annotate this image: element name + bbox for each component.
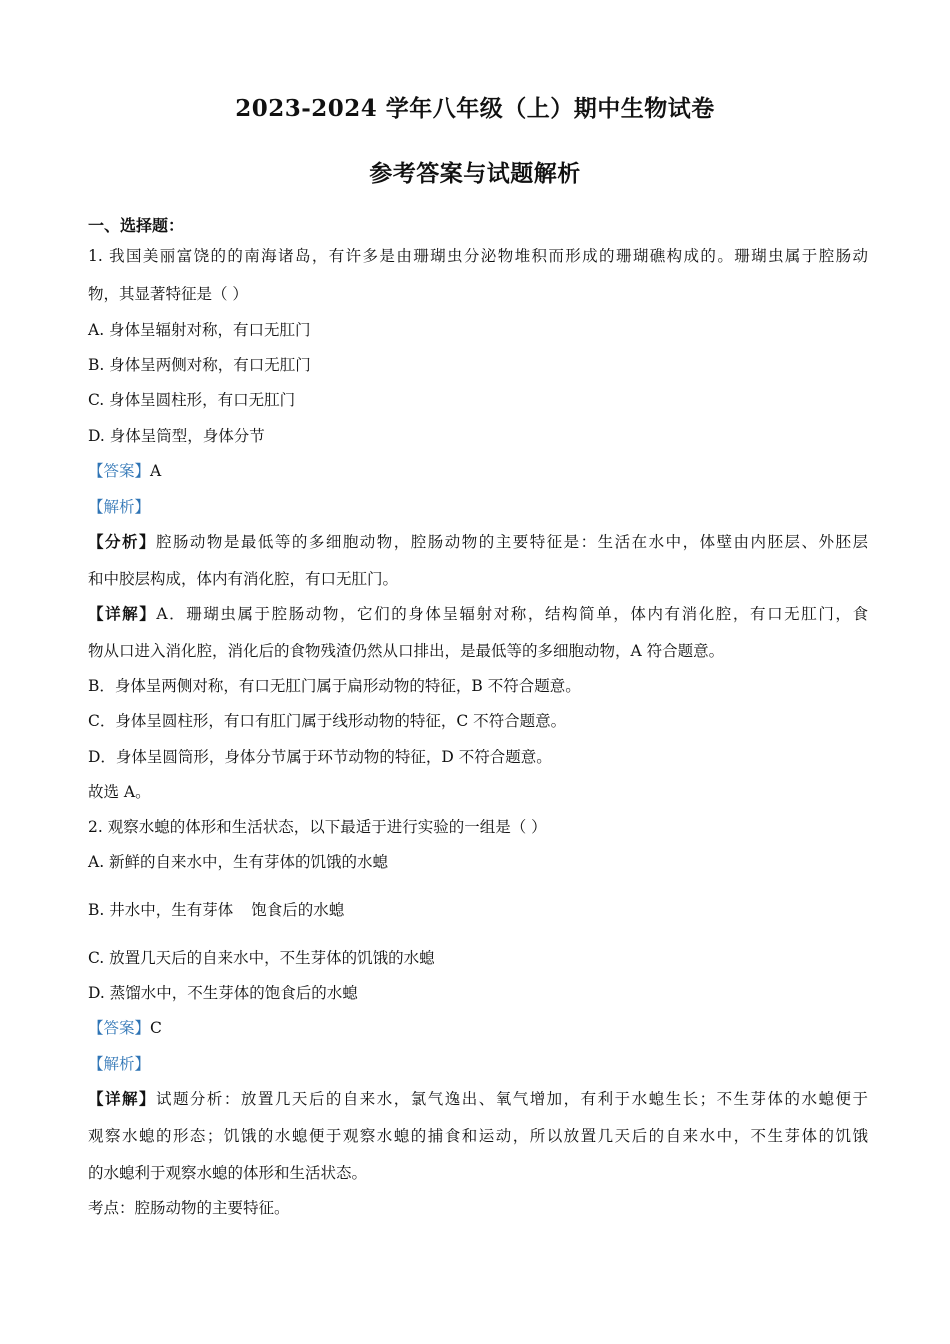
option-b-part2: 饱食后的水螅 (251, 901, 345, 919)
answer-tag: 【答案】 (88, 1019, 151, 1037)
q1-detail-b: B．身体呈两侧对称，有口无肛门属于扁形动物的特征，B 不符合题意。 (88, 677, 581, 695)
q2-detail-line3: 的水螅利于观察水螅的体形和生活状态。 (88, 1164, 368, 1182)
answer-value: A (150, 462, 162, 480)
q1-detail-d: D．身体呈圆筒形，身体分节属于环节动物的特征，D 不符合题意。 (88, 748, 552, 766)
analysis-tag: 【解析】 (88, 498, 151, 516)
q1-answer (88, 460, 868, 482)
q1-detail-line2: 物从口进入消化腔，消化后的食物残渣仍然从口排出，是最低等的多细胞动物，A 符合题意。 (88, 642, 725, 660)
q2-analysis-header (88, 1053, 868, 1075)
detail-tag: 【详解】 (88, 1089, 156, 1108)
q1-analysis-header (88, 496, 868, 518)
q2-option-b (88, 899, 868, 921)
q1-conclusion: 故选 A。 (88, 783, 151, 801)
q2-answer (88, 1017, 868, 1039)
q1-fenxi-line1 (88, 531, 868, 553)
q1-option-a: A. 身体呈辐射对称，有口无肛门 (88, 321, 311, 339)
q1-stem-line1: 1. 我国美丽富饶的的南海诸岛，有许多是由珊瑚虫分泌物堆积而形成的珊瑚礁构成的。珊瑚虫属于腔肠动 (88, 247, 868, 265)
q1-option-c: C. 身体呈圆柱形，有口无肛门 (88, 391, 296, 409)
detail-text: 试题分析：放置几天后的自来水，氯气逸出、氧气增加，有利于水螅生长；不生芽体的水螅便于 (155, 1090, 868, 1108)
q2-option-a: A. 新鲜的自来水中，生有芽体的饥饿的水螅 (88, 853, 389, 871)
detail-text: A．珊瑚虫属于腔肠动物，它们的身体呈辐射对称，结构简单，体内有消化腔，有口无肛门，食 (156, 605, 868, 623)
analysis-tag: 【解析】 (88, 1055, 151, 1073)
q2-detail-line1 (88, 1088, 868, 1110)
option-b-part1: B. 井水中，生有芽体 (88, 901, 234, 919)
q2-option-d: D. 蒸馏水中，不生芽体的饱食后的水螅 (88, 984, 358, 1002)
q2-detail-line2: 观察水螅的形态；饥饿的水螅便于观察水螅的捕食和运动，所以放置几天后的自来水中，不生芽体的饥饿 (88, 1127, 868, 1145)
q1-stem-line2: 物，其显著特征是（ ） (88, 285, 248, 303)
q1-fenxi-line2: 和中胶层构成，体内有消化腔，有口无肛门。 (88, 570, 399, 588)
answer-tag: 【答案】 (88, 462, 151, 480)
q2-stem: 2. 观察水螅的体形和生活状态，以下最适于进行实验的一组是（ ） (88, 818, 547, 836)
fenxi-tag: 【分析】 (88, 532, 156, 551)
q2-kaodian: 考点：腔肠动物的主要特征。 (88, 1199, 290, 1217)
answer-value: C (150, 1019, 162, 1037)
page-title: 2023-2024 学年八年级（上）期中生物试卷 (235, 95, 715, 122)
q1-detail-line1 (88, 603, 868, 625)
q1-option-b: B. 身体呈两侧对称，有口无肛门 (88, 356, 311, 374)
section-heading: 一、选择题： (88, 216, 185, 235)
page-subtitle: 参考答案与试题解析 (369, 160, 581, 187)
q2-option-c: C. 放置几天后的自来水中，不生芽体的饥饿的水螅 (88, 949, 435, 967)
q1-option-d: D. 身体呈筒型，身体分节 (88, 427, 265, 445)
q1-detail-c: C．身体呈圆柱形，有口有肛门属于线形动物的特征，C 不符合题意。 (88, 712, 567, 730)
detail-tag: 【详解】 (88, 604, 157, 623)
fenxi-text: 腔肠动物是最低等的多细胞动物，腔肠动物的主要特征是：生活在水中，体壁由内胚层、外胚层 (155, 533, 868, 551)
